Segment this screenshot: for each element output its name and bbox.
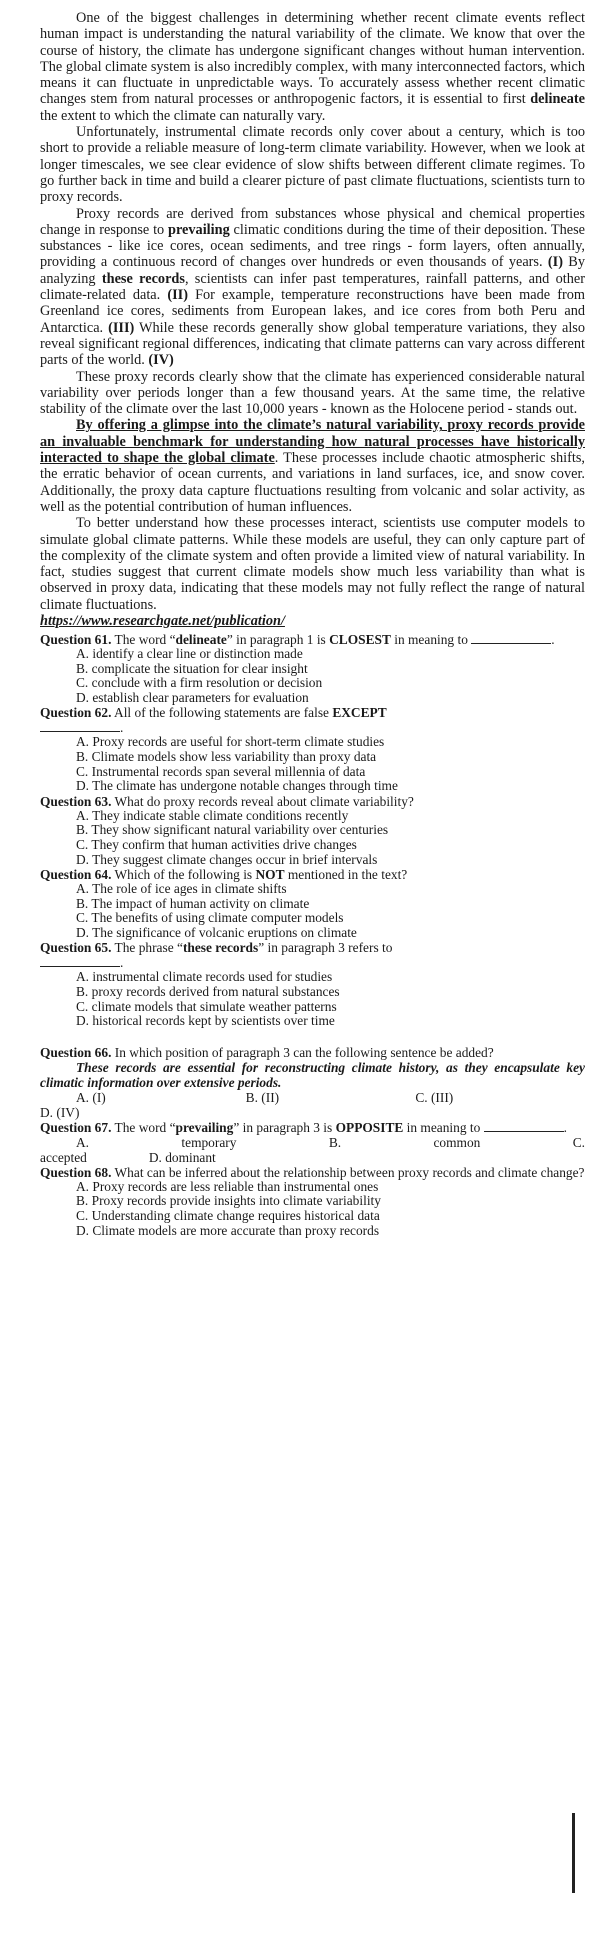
q62-option-c[interactable]: C. Instrumental records span several millennia of data <box>76 763 366 779</box>
q63-option-a[interactable]: A. They indicate stable climate conditions recently <box>76 807 349 823</box>
q64-option-b[interactable]: B. The impact of human activity on climate <box>76 895 310 911</box>
q61-option-c[interactable]: C. conclude with a firm resolution or decision <box>76 675 323 691</box>
marker-ii: (II) <box>167 287 188 304</box>
keyword-prevailing: prevailing <box>168 221 230 238</box>
question-63: Question 63. What do proxy records reveal about climate variability? <box>40 793 414 809</box>
q64-option-c[interactable]: C. The benefits of using climate computer models <box>76 910 344 926</box>
answer-blank[interactable] <box>471 633 551 644</box>
q67-options-row-2 <box>40 1150 585 1165</box>
q64-option-a[interactable]: A. The role of ice ages in climate shifts <box>76 881 287 897</box>
answer-blank[interactable] <box>40 956 120 967</box>
question-67: Question 67. The word “prevailing” in paragraph 3 is OPPOSITE in meaning to . <box>40 1119 568 1135</box>
q66-option-a[interactable]: A. (I) <box>76 1089 106 1105</box>
q67-option-c-word[interactable]: accepted <box>40 1149 87 1165</box>
q67-option-a-letter[interactable]: A. <box>76 1134 90 1150</box>
q68-option-a[interactable]: A. Proxy records are less reliable than instrumental ones <box>76 1178 379 1194</box>
answer-blank[interactable] <box>484 1121 564 1132</box>
q67-option-a-word[interactable]: temporary <box>181 1134 237 1150</box>
question-64: Question 64. Which of the following is NOT mentioned in the text? <box>40 867 408 883</box>
q67-option-b-letter[interactable]: B. <box>328 1134 342 1150</box>
marker-iii: (III) <box>108 319 135 336</box>
paragraph-4: These proxy records clearly show that the climate has experienced considerable natural variability over periods longer than a few thousand years. At the same time, the relative stability of the climate over the last 10,000 years - known as the Holocene period - stands out. <box>40 368 585 418</box>
scroll-bar[interactable] <box>572 1813 575 1893</box>
q67-option-c-letter[interactable]: C. <box>572 1134 585 1150</box>
q65-option-b[interactable]: B. proxy records derived from natural substances <box>76 984 340 1000</box>
q61-option-a[interactable]: A. identify a clear line or distinction made <box>76 645 303 661</box>
keyword-these-records: these records <box>101 270 185 287</box>
question-62: Question 62. All of the following statements are false EXCEPT . <box>40 705 387 736</box>
question-65: Question 65. The phrase “these records” in paragraph 3 refers to . <box>40 940 393 971</box>
marker-iv: (IV) <box>148 352 174 369</box>
answer-blank[interactable] <box>40 721 120 732</box>
keyword-delineate: delineate <box>530 91 585 108</box>
q62-option-d[interactable]: D. The climate has undergone notable changes through time <box>76 778 398 794</box>
q61-option-d[interactable]: D. establish clear parameters for evaluation <box>76 689 309 705</box>
paragraph-6: To better understand how these processes interact, scientists use computer models to simulate global climate patterns. While these models are useful, they can only capture part of the complexity of the climate system and often provide a limited view of natural variability. In fact, studies suggest that current climate models show much less variability than what is observed in proxy data, indicating that these models may not fully reflect the range of natural climate fluctuations. <box>40 515 585 613</box>
q66-option-b[interactable]: B. (II) <box>245 1089 280 1105</box>
paragraph-5: By offering a glimpse into the climate’s natural variability, proxy records provide an invaluable benchmark for understanding how natural processes have historically interacted to shape the global climate. These processes include chaotic atmospheric shifts, the erratic behavior of ocean currents, and variations in land surfaces, ice, and snow cover. Additionally, the proxy data capture fluctuations resulting from volcanic and solar activity, as well as the potential contribution of human influences. <box>40 417 585 515</box>
q67-options-row <box>40 1135 585 1150</box>
q63-option-c[interactable]: C. They confirm that human activities drive changes <box>76 836 357 852</box>
marker-i: (I) <box>547 254 563 271</box>
q67-option-d[interactable]: D. dominant <box>148 1149 216 1165</box>
q63-option-d[interactable]: D. They suggest climate changes occur in brief intervals <box>76 851 378 867</box>
q66-sentence: These records are essential for reconstructing climate history, as they encapsulate key climatic information over extensive periods. <box>40 1059 585 1090</box>
q68-option-d[interactable]: D. Climate models are more accurate than proxy records <box>76 1222 380 1238</box>
q64-option-d[interactable]: D. The significance of volcanic eruptions on climate <box>76 924 357 940</box>
question-61: Question 61. The word “delineate” in paragraph 1 is CLOSEST in meaning to . <box>40 631 555 647</box>
q62-option-b[interactable]: B. Climate models show less variability than proxy data <box>76 748 377 764</box>
q68-option-c[interactable]: C. Understanding climate change requires historical data <box>76 1208 380 1224</box>
paragraph-1: One of the biggest challenges in determining whether recent climate events reflect human impact is understanding the natural variability of the climate. We know that over the course of history, the climate has undergone significant changes without human intervention. The global climate system is also incredibly complex, with many interconnected factors, which means it can fluctuate in unpredictable ways. To accurately assess whether recent climatic changes stem from natural processes or anthropogenic factors, it is essential to first delineate the extent to which the climate can naturally vary. <box>40 10 585 124</box>
q65-option-d[interactable]: D. historical records kept by scientists over time <box>76 1013 335 1029</box>
q63-option-b[interactable]: B. They show significant natural variability over centuries <box>76 822 389 838</box>
q66-options-row <box>76 1090 585 1105</box>
q62-option-a[interactable]: A. Proxy records are useful for short-term climate studies <box>76 734 385 750</box>
underlined-sentence: By offering a glimpse into the climate’s natural variability, proxy records provide an invaluable benchmark for understanding how natural processes have historically interacted to shape the global climate <box>40 417 585 467</box>
q67-option-b-word[interactable]: common <box>433 1134 481 1150</box>
q66-option-c[interactable]: C. (III) <box>415 1089 454 1105</box>
paragraph-2: Unfortunately, instrumental climate records only cover about a century, which is too short to provide a reliable measure of long-term climate variability. However, when we look at longer timescales, we see clear evidence of slow shifts between different climate regimes. To go further back in time and build a clearer picture of past climate fluctuations, scientists turn to proxy records. <box>40 124 585 206</box>
q66-option-d[interactable]: D. (IV) <box>40 1104 80 1120</box>
source-link[interactable]: https://www.researchgate.net/publication/ <box>40 612 285 629</box>
q65-option-a[interactable]: A. instrumental climate records used for studies <box>76 969 333 985</box>
paragraph-3: Proxy records are derived from substances whose physical and chemical properties change in response to prevailing climatic conditions during the time of their deposition. These substances - like ice cores, ocean sediments, and tree rings - form layers, often annually, providing a continuous record of changes over hundreds or even thousands of years. (I) By analyzing these records, scientists can infer past temperatures, rainfall patterns, and other climate-related data. (II) For example, temperature reconstructions have been made from Greenland ice cores, sediments from European lakes, and ice cores from both Peru and Antarctica. (III) While these records generally show global temperature variations, they also reveal significant regional differences, indicating that climate patterns can vary across different parts of the world. (IV) <box>40 205 586 369</box>
q68-option-b[interactable]: B. Proxy records provide insights into climate variability <box>76 1193 381 1209</box>
question-66: Question 66. In which position of paragraph 3 can the following sentence be added? <box>40 1044 494 1060</box>
q65-option-c[interactable]: C. climate models that simulate weather patterns <box>76 998 337 1014</box>
q61-option-b[interactable]: B. complicate the situation for clear insight <box>76 660 308 676</box>
question-68: Question 68. What can be inferred about the relationship between proxy records and climate change? <box>40 1164 585 1180</box>
